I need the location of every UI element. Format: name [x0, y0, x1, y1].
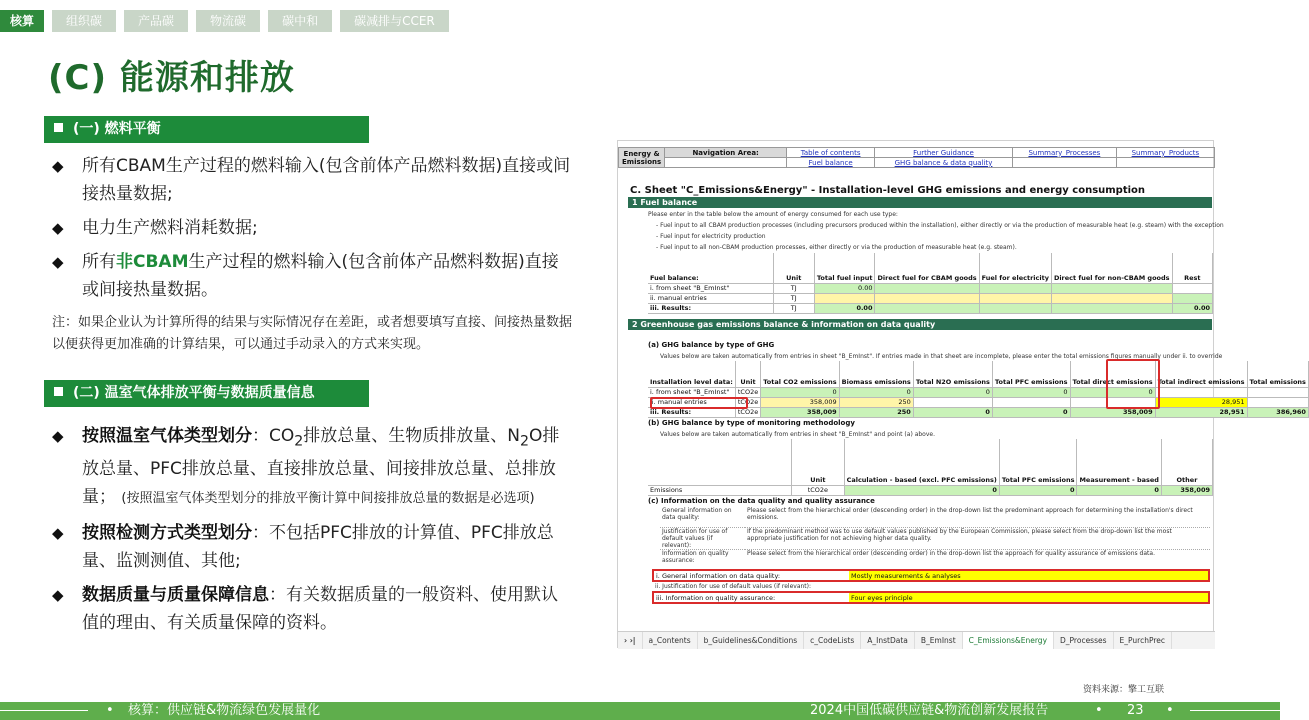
table-row	[648, 387, 1308, 397]
cell[interactable]	[814, 293, 875, 303]
unit-cell: TJ	[773, 293, 814, 303]
subscript: 2	[294, 433, 304, 450]
table-row	[648, 293, 1213, 303]
nav-empty-cell	[1012, 158, 1116, 168]
row-label-text: manual entries	[657, 398, 707, 406]
pfc-cell: 0	[992, 387, 1070, 397]
indirect-cell[interactable]: 28,951	[1155, 397, 1247, 407]
dropdown-label	[653, 570, 849, 581]
cell[interactable]	[875, 293, 979, 303]
list-item-text: 所有CBAM生产过程的燃料输入(包含前体产品燃料数据)直接或间接热量数据;	[82, 156, 571, 204]
row-label	[648, 303, 773, 313]
list-item-small-note: (按照温室气体类型划分的排放平衡计算中间接排放总量的数据是必选项)	[121, 491, 535, 507]
footer-line	[0, 710, 88, 711]
energy-emissions-label: Energy & Emissions	[619, 148, 665, 168]
band-ghg-balance: 2 Greenhouse gas emissions balance & information on data quality	[628, 319, 1212, 330]
dropdown-quality-assurance[interactable]: Four eyes principle	[849, 592, 1209, 603]
col-header-empty	[648, 439, 792, 485]
link-summary-products[interactable]: Summary_Products	[1116, 148, 1214, 158]
col-header: Total fuel input	[814, 253, 875, 283]
row-index: iii.	[650, 408, 660, 416]
band-fuel-balance: 1 Fuel balance	[628, 197, 1212, 208]
text-a: ：CO	[252, 426, 295, 446]
nav-empty-cell	[665, 158, 787, 168]
text-post: 生产过程的燃料输入(包含前体产品燃料数据)直接或间接热量数据。	[82, 252, 559, 300]
col-header: Unit	[773, 253, 814, 283]
list-item-bold: 按照温室气体类型划分	[82, 426, 252, 446]
table-row	[660, 507, 1210, 527]
col-header: Total PFC emissions	[999, 439, 1077, 485]
tab-accounting[interactable]: 核算	[0, 10, 44, 32]
col-header: Biomass emissions	[839, 361, 913, 387]
navigation-table	[618, 147, 1215, 168]
sheet-tab[interactable]: a_Contents	[643, 632, 698, 649]
link-ghg-balance[interactable]: GHG balance & data quality	[875, 158, 1013, 168]
table-row	[648, 485, 1213, 495]
ghg-b-title: (b) GHG balance by type of monitoring methodology	[648, 419, 855, 427]
section-heading-text: (二) 温室气体排放平衡与数据质量信息	[73, 385, 315, 401]
sheet-title: C. Sheet "C_Emissions&Energy" - Installation-level GHG emissions and energy consumption	[630, 185, 1146, 196]
calc-cell: 0	[844, 485, 999, 495]
tab-ccer[interactable]: 碳减排与CCER	[340, 10, 449, 32]
unit-cell: TJ	[773, 283, 814, 293]
text-b: 排放总量、生物质排放量、N	[303, 426, 520, 446]
diamond-bullet-icon: ◆	[52, 219, 64, 237]
sheet-tab[interactable]: E_PurchPrec	[1114, 632, 1172, 649]
sheet-tab-active[interactable]: C_Emissions&Energy	[963, 632, 1054, 649]
sheet-tab-bar	[618, 631, 1215, 649]
fuel-line-1: - Fuel input to all CBAM production processes (including precursors produced within the installation), either directly or via the production of measurable heat (e.g. steam) with the exception	[656, 222, 1224, 229]
diamond-bullet-icon: ◆	[52, 427, 64, 445]
fuel-balance-note: 注：如果企业认为计算所得的结果与实际情况存在差距，或者想要填写直接、间接热量数据以便获得更加准确的计算结果，可以通过手动录入的方式来实现。	[52, 315, 573, 352]
n2o-cell: 0	[913, 407, 992, 417]
list-item	[52, 422, 572, 513]
row-label-text: from sheet "B_EmInst"	[655, 388, 730, 396]
ghg-b-intro: Values below are taken automatically from entries in sheet "B_EmInst" and point (a) above.	[660, 431, 936, 438]
measurement-cell: 0	[1077, 485, 1161, 495]
fuel-intro: Please enter in the table below the amount of energy consumed for each use type:	[648, 211, 898, 218]
diamond-bullet-icon: ◆	[52, 253, 64, 271]
indirect-cell	[1155, 387, 1247, 397]
col-header: Rest	[1172, 253, 1212, 283]
ghg-balance-table	[648, 361, 1309, 418]
col-header: Measurement - based	[1077, 439, 1161, 485]
section-heading-text: (一) 燃料平衡	[73, 121, 161, 137]
page-number: 23	[1127, 703, 1144, 718]
table-row	[660, 527, 1210, 549]
co2-cell[interactable]: 358,009	[761, 397, 839, 407]
highlight-manual-entries	[650, 397, 748, 409]
info-key: Information on quality assurance:	[660, 549, 745, 569]
tab-logistics-carbon[interactable]: 物流碳	[196, 10, 260, 32]
col-header: Fuel for electricity	[979, 253, 1051, 283]
total-cell: 386,960	[1247, 407, 1308, 417]
row-index: iii.	[650, 304, 660, 312]
cell	[875, 303, 979, 313]
unit-cell: tCO2e	[735, 397, 760, 407]
cell[interactable]	[875, 283, 979, 293]
footer-dot-icon: •	[1166, 703, 1174, 718]
col-header: Fuel balance:	[648, 253, 773, 283]
page-title: (C) 能源和排放	[48, 58, 295, 98]
cell[interactable]	[979, 283, 1051, 293]
n2o-cell: 0	[913, 387, 992, 397]
col-header: Installation level data:	[648, 361, 735, 387]
cell	[1172, 283, 1212, 293]
cell	[979, 303, 1051, 313]
sheet-tab[interactable]: D_Processes	[1054, 632, 1114, 649]
quality-info-table	[660, 507, 1210, 570]
source-note: 资料来源：擎工互联	[1083, 685, 1165, 695]
row-index: iii.	[656, 593, 664, 602]
col-header: Unit	[735, 361, 760, 387]
row-index: ii.	[655, 583, 661, 590]
col-header: Total emissions	[1247, 361, 1308, 387]
quality-dropdown-table	[652, 569, 1210, 604]
col-header: Total PFC emissions	[992, 361, 1070, 387]
list-item-bold: 按照检测方式类型划分	[82, 523, 252, 544]
row-label-text: manual entries	[657, 294, 707, 302]
highlight-non-cbam: 非CBAM	[116, 252, 189, 272]
col-header: Total indirect emissions	[1155, 361, 1247, 387]
text-c: O排放总量、PFC排放总量、直接排放总量、间接排放总量、总排放量；	[82, 426, 560, 508]
unit-cell: tCO2e	[792, 485, 844, 495]
cell[interactable]	[1051, 283, 1172, 293]
fuel-balance-table	[648, 253, 1213, 314]
n2o-cell[interactable]	[913, 397, 992, 407]
unit-cell: tCO2e	[735, 407, 760, 417]
list-item-text	[82, 248, 572, 304]
square-bullet-icon	[54, 387, 63, 396]
sheet-tab[interactable]: b_Guidelines&Conditions	[698, 632, 805, 649]
info-key: General information on data quality:	[660, 507, 745, 527]
row-label-text: General information on data quality:	[661, 571, 781, 580]
row-index: i.	[656, 571, 660, 580]
biomass-cell: 250	[839, 407, 913, 417]
total-fuel-cell[interactable]: 0.00	[814, 283, 875, 293]
list-item-text	[82, 519, 572, 575]
table-row	[660, 549, 1210, 569]
cell[interactable]	[979, 293, 1051, 303]
highlight-total-indirect	[1106, 359, 1160, 409]
info-value: If the predominant method was to use default values published by the European Commission, please select from the drop-down list the most appropriate justification for not achieving higher data quality.	[745, 527, 1210, 549]
row-index: ii.	[650, 294, 656, 302]
list-item-text	[82, 581, 572, 637]
col-header: Total N2O emissions	[913, 361, 992, 387]
list-item	[52, 248, 572, 304]
monitoring-table	[648, 439, 1213, 496]
col-header: Total direct emissions	[1070, 361, 1155, 387]
info-value: Please select from the hierarchical order (descending order) in the drop-down list the predominant approach for determining the installation's direct emissions.	[745, 507, 1210, 527]
info-key: Justification for use of default values (if relevant):	[660, 527, 745, 549]
link-fuel-balance[interactable]: Fuel balance	[787, 158, 875, 168]
dropdown-data-quality[interactable]: Mostly measurements & analyses	[849, 570, 1209, 581]
pfc-cell: 0	[999, 485, 1077, 495]
list-item	[52, 581, 572, 637]
row-label	[648, 293, 773, 303]
footer-line	[1190, 710, 1280, 711]
text: ：不包括PFC排放的计算值、PFC排放总量、监测测值、其他;	[82, 523, 554, 572]
section-heading-fuel-balance	[44, 116, 369, 143]
dropdown-default-values[interactable]	[849, 581, 1209, 592]
fuel-line-2: - Fuel input for electricity production	[656, 233, 766, 240]
row-label-text: Results:	[661, 408, 692, 416]
text: ：有关数据质量的一般资料、使用默认值的理由、有关质量保障的资料。	[82, 585, 558, 634]
total-cell	[1247, 387, 1308, 397]
total-cell	[1247, 397, 1308, 407]
list-item	[52, 214, 572, 242]
section-heading-ghg-balance	[44, 380, 369, 407]
biomass-cell: 0	[839, 387, 913, 397]
row-index: i.	[650, 388, 654, 396]
col-header: Other	[1161, 439, 1212, 485]
ghg-balance-list	[52, 422, 572, 643]
cell	[1051, 303, 1172, 313]
sheet-tab[interactable]: B_EmInst	[915, 632, 963, 649]
table-row	[648, 283, 1213, 293]
sheet-scroll-arrows-icon[interactable]: › ›|	[618, 632, 643, 649]
col-header: Calculation - based (excl. PFC emissions)	[844, 439, 999, 485]
indirect-cell: 28,951	[1155, 407, 1247, 417]
footer-right-text: 2024中国低碳供应链&物流创新发展报告	[810, 703, 1049, 718]
tab-organization-carbon[interactable]: 组织碳	[52, 10, 116, 32]
total-fuel-result: 0.00	[814, 303, 875, 313]
footer-left-text: 核算：供应链&物流绿色发展量化	[128, 703, 321, 718]
subscript: 2	[520, 433, 530, 450]
direct-cell: 358,009	[1070, 407, 1155, 417]
row-label-text: Information on quality assurance:	[665, 593, 776, 602]
biomass-cell[interactable]: 250	[839, 397, 913, 407]
diamond-bullet-icon: ◆	[52, 586, 64, 605]
table-row	[648, 303, 1213, 313]
list-item-bold: 数据质量与质量保障信息	[82, 585, 269, 606]
ghg-c-title: (c) Information on the data quality and quality assurance	[648, 497, 875, 505]
row-label	[648, 387, 735, 397]
unit-cell: TJ	[773, 303, 814, 313]
ghg-a-intro: Values below are taken automatically from entries in sheet "B_EmInst". If entries made in that sheet are incomplete, please enter the total emissions figures manually under ii. to override	[660, 353, 1223, 360]
col-header: Unit	[792, 439, 844, 485]
text-pre: 所有	[82, 252, 116, 272]
direct-cell: 0	[1070, 387, 1155, 397]
row-label	[648, 283, 773, 293]
cell[interactable]	[1051, 293, 1172, 303]
nav-empty-cell	[1116, 158, 1214, 168]
col-header: Direct fuel for CBAM goods	[875, 253, 979, 283]
other-cell: 358,009	[1161, 485, 1212, 495]
row-index: ii.	[650, 398, 656, 406]
list-item-text	[82, 422, 572, 513]
col-header: Direct fuel for non-CBAM goods	[1051, 253, 1172, 283]
sheet-tab[interactable]: A_InstData	[861, 632, 915, 649]
footer	[0, 702, 1280, 720]
pfc-cell[interactable]	[992, 397, 1070, 407]
row-label-text: from sheet "B_EmInst"	[655, 284, 730, 292]
info-value: Please select from the hierarchical order (descending order) in the drop-down list the approach for quality assurance of emissions data.	[745, 549, 1210, 569]
dropdown-label	[653, 581, 849, 592]
fuel-balance-list	[52, 152, 572, 310]
tab-carbon-neutral[interactable]: 碳中和	[268, 10, 332, 32]
list-item-text: 电力生产燃料消耗数据;	[82, 218, 258, 238]
diamond-bullet-icon: ◆	[52, 524, 64, 543]
navigation-area-label: Navigation Area:	[665, 148, 787, 158]
list-item	[52, 152, 572, 208]
rest-result: 0.00	[1172, 303, 1212, 313]
cbam-spreadsheet-screenshot	[617, 140, 1306, 648]
square-bullet-icon	[54, 123, 63, 132]
row-label-text: Results:	[661, 304, 692, 312]
top-tab-bar	[0, 10, 449, 32]
footer-dot-icon: •	[106, 703, 114, 718]
tab-product-carbon[interactable]: 产品碳	[124, 10, 188, 32]
row-label: Emissions	[648, 485, 792, 495]
ghg-a-title: (a) GHG balance by type of GHG	[648, 341, 775, 349]
table-row	[653, 570, 1209, 581]
fuel-line-3: - Fuel input to all non-CBAM production processes, either directly or via the production of measurable heat (e.g. steam).	[656, 244, 1017, 251]
link-table-of-contents[interactable]: Table of contents	[787, 148, 875, 158]
navigation-area	[618, 147, 1215, 179]
list-item	[52, 519, 572, 575]
dropdown-label	[653, 592, 849, 603]
cell	[1172, 293, 1212, 303]
table-row	[653, 592, 1209, 603]
col-header: Total CO2 emissions	[761, 361, 839, 387]
link-further-guidance[interactable]: Further Guidance	[875, 148, 1013, 158]
table-row	[653, 581, 1209, 592]
row-label-text: Justification for use of default values (if relevant):	[662, 583, 812, 590]
footer-dot-icon: •	[1095, 703, 1103, 718]
pfc-cell: 0	[992, 407, 1070, 417]
link-summary-processes[interactable]: Summary_Processes	[1012, 148, 1116, 158]
row-index: i.	[650, 284, 654, 292]
diamond-bullet-icon: ◆	[52, 157, 64, 175]
unit-cell: tCO2e	[735, 387, 760, 397]
co2-cell: 0	[761, 387, 839, 397]
co2-cell: 358,009	[761, 407, 839, 417]
sheet-tab[interactable]: c_CodeLists	[804, 632, 861, 649]
